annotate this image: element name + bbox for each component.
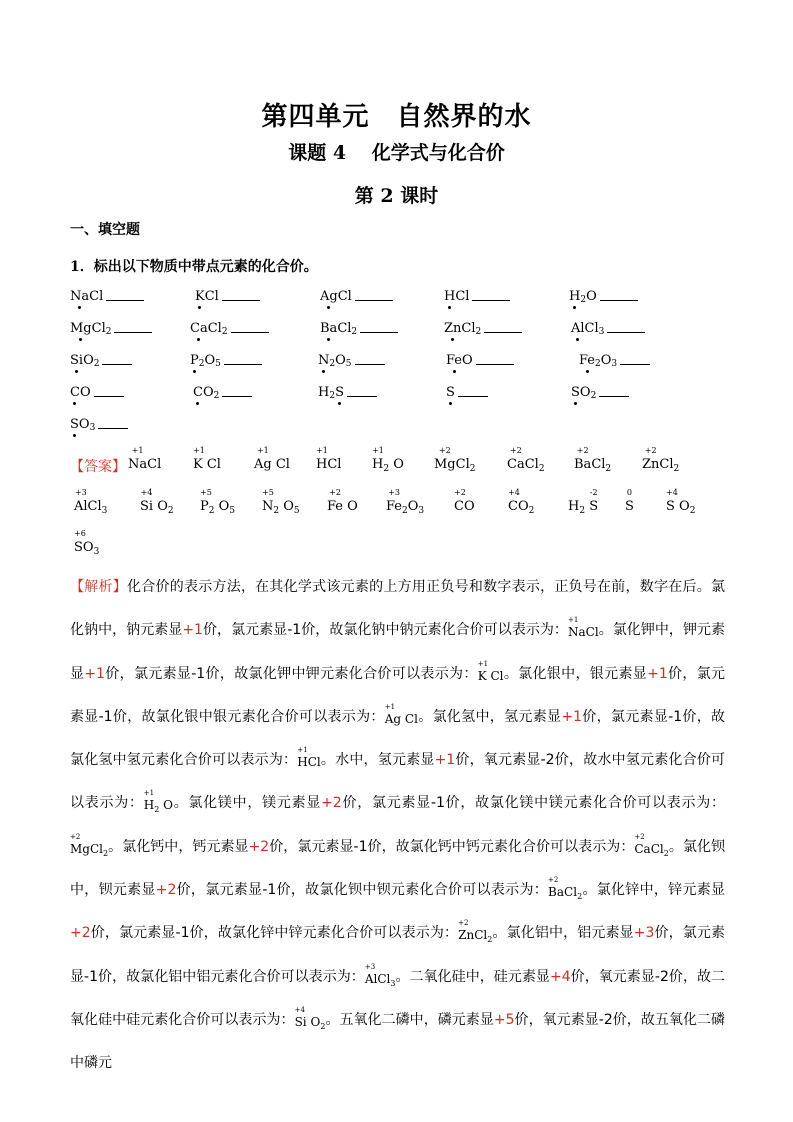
formula-item: $H_2O$	[569, 288, 638, 304]
formula-row-3	[70, 352, 730, 378]
formula-row-5	[70, 416, 730, 442]
answer-formula: +4 Si $O_2$	[140, 488, 174, 516]
formula-item: ZnCl$_2$	[444, 320, 522, 336]
lesson-title: 课题 4 化学式与化合价	[288, 142, 505, 164]
answer-formula: +1 K Cl	[193, 446, 221, 472]
answer-formula: +3 AlCl$_3$	[74, 488, 108, 516]
answer-formula: +5 $N_2$ $O_5$	[262, 488, 300, 516]
answer-formula: +2 BaCl$_2$	[574, 446, 612, 474]
formula-item: $Fe_2O_3$	[579, 352, 650, 368]
formula-row-2	[70, 320, 730, 346]
formula-item: MgCl$_2$	[70, 320, 152, 336]
formula-item: $N_2O_5$	[318, 352, 385, 368]
analysis-label: 【解析】	[70, 579, 127, 595]
formula-item: S	[446, 384, 488, 400]
answer-label: 【答案】	[70, 459, 126, 475]
formula-item: AlCl$_3$	[571, 320, 645, 336]
formula-item: $SO_2$	[571, 384, 629, 400]
answer-formula: +1 NaCl	[128, 446, 162, 472]
answer-formula: +4 S $O_2$	[666, 488, 696, 516]
formula-item: $P_2O_5$	[190, 352, 262, 368]
formula-row-1	[70, 288, 730, 314]
formula-item: CaCl$_2$	[190, 320, 269, 336]
answer-formula: +3 $Fe_2O_3$	[386, 488, 425, 516]
answer-formula: 0 S	[625, 488, 634, 514]
answer-formula: +6 $SO_3$	[74, 529, 100, 557]
answer-row-1	[70, 448, 750, 478]
section-heading: 一、填空题	[70, 222, 140, 238]
formula-item: $H_2S$	[318, 384, 377, 400]
answer-row-3	[70, 531, 750, 561]
unit-title: 第四单元 自然界的水	[261, 102, 532, 132]
answer-formula: +1 Ag Cl	[254, 446, 290, 472]
answer-formula: +4 $CO_2$	[508, 488, 535, 516]
formula-item: BaCl$_2$	[320, 320, 398, 336]
formula-item: CO	[70, 384, 124, 400]
answer-formula: +2 ZnCl$_2$	[642, 446, 680, 474]
formula-item: KCl	[195, 288, 260, 304]
formula-item: FeO	[446, 352, 514, 368]
question-1: 1．标出以下物质中带点元素的化合价。	[70, 259, 318, 275]
answer-formula: +2 CO	[454, 488, 475, 514]
formula-item: $CO_2$	[193, 384, 252, 400]
answer-formula: +2 Fe O	[327, 488, 358, 514]
formula-item: AgCl	[320, 288, 393, 304]
formula-row-4	[70, 384, 730, 410]
analysis-paragraph: 【解析】化合价的表示方法，在其化学式该元素的上方用正负号和数字表示，正负号在前，数字在后。氯化钠中，钠元素显+1价，氯元素显-1价，故氯化钠中钠元素化合价可以表示为： +1 NaCl。氯化钾中，钾元素显+1价，氯元素显-1价，故氯化钾中钾元素化合价可以表示为： +1 K Cl。氯化银中，银元素显+1价，氯元素显-1价，故氯化银中银元素化合价可以表示为： +1 Ag Cl。氯化氢中，氢元素显+1价，氯元素显-1价，故氯化氢中氢元素化合价可以表示为： +1 HCl。水中，氢元素显+1价，氧元素显-2价，故水中氢元素化合价可以表示为： +1 $H_2$ O。氯化镁中，镁元素显+2价，氯元素显-1价，故氯化镁中镁元素化合价可以表示为： +2 MgCl$_2$。氯化钙中，钙元素显+2价，氯元素显-1价，故氯化钙中钙元素化合价可以表示为： +2 CaCl$_2$。氯化钡中，钡元素显+2价，氯元素显-1价，故氯化钡中钡元素化合价可以表示为： +2 BaCl$_2$。氯化锌中，锌元素显+2价，氯元素显-1价，故氯化锌中锌元素化合价可以表示为： +2 ZnCl$_2$。氯化铝中，铝元素显+3价，氯元素显-1价，故氯化铝中铝元素化合价可以表示为： +3 AlCl$_3$。二氧化硅中，硅元素显+4价，氧元素显-2价，故二氧化硅中硅元素化合价可以表示为： +4 Si $O_2$。五氧化二磷中，磷元素显+5价，氧元素显-2价，故五氧化二磷中磷元	[70, 579, 726, 1072]
answer-formula: +2 MgCl$_2$	[434, 446, 476, 474]
formula-item: NaCl	[70, 288, 144, 304]
formula-item: SiO$_2$	[70, 352, 132, 368]
period-title: 第 2 课时	[354, 185, 439, 207]
formula-item: HCl	[444, 288, 510, 304]
answer-formula: +1 $H_2$ O	[372, 446, 404, 474]
answer-row-2	[70, 490, 750, 520]
answer-formula: $H_2$ -2 S	[568, 488, 599, 516]
formula-item: $SO_3$	[70, 416, 128, 432]
answer-formula: +5 $P_2$ $O_5$	[200, 488, 236, 516]
answer-formula: +1 HCl	[316, 446, 342, 472]
answer-formula: +2 CaCl$_2$	[507, 446, 545, 474]
